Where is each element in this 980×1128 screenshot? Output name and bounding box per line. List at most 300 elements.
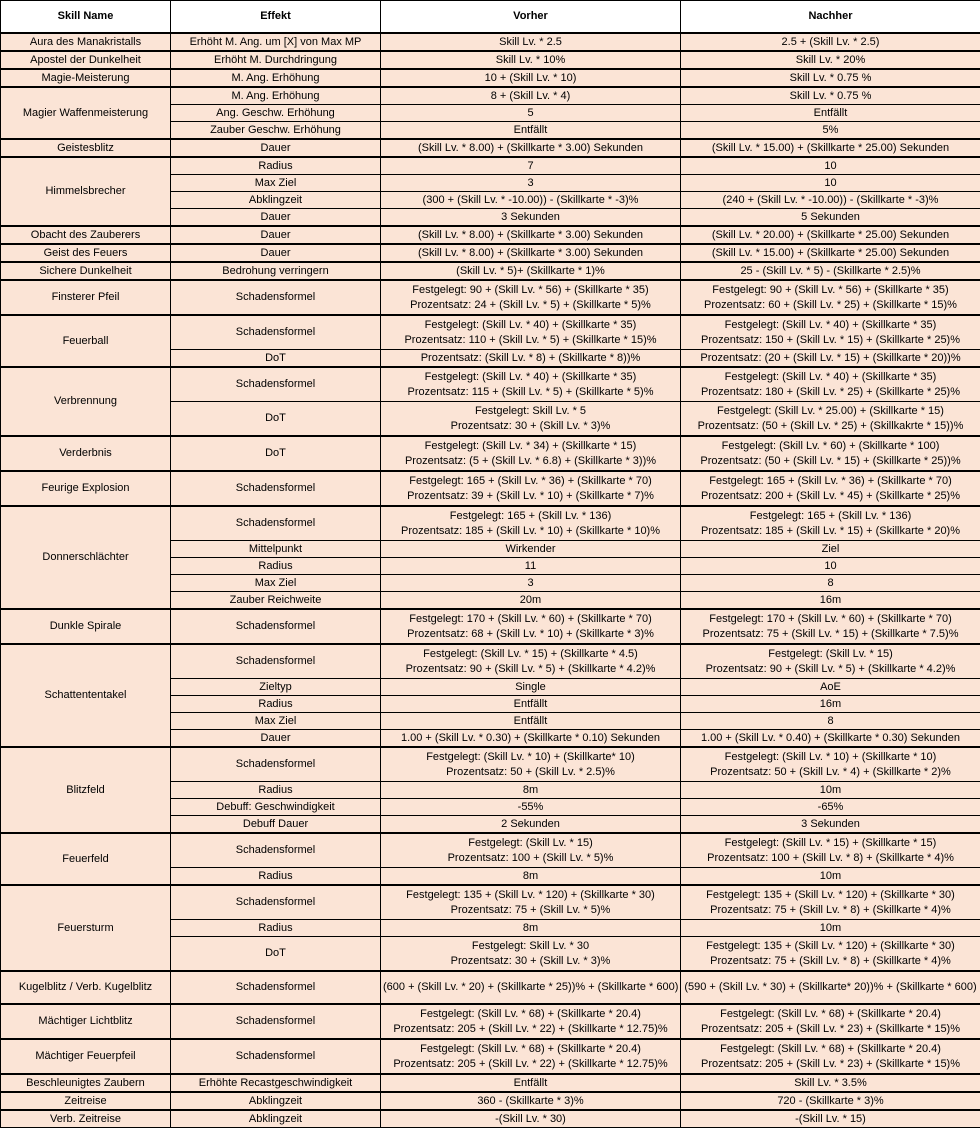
after-line: Festgelegt: (Skill Lv. * 40) + (Skillkarte * 35) — [683, 318, 978, 333]
after-line: Prozentsatz: 60 + (Skill Lv. * 25) + (Skillkarte * 15)% — [683, 298, 978, 313]
before-cell — [381, 799, 681, 816]
before-line: Prozentsatz: 115 + (Skill Lv. * 5) + (Skillkarte * 5)% — [383, 385, 678, 400]
skill-name-cell: Donnerschlächter — [1, 506, 171, 609]
after-cell — [681, 609, 980, 644]
before-cell — [381, 1004, 681, 1039]
before-cell — [381, 350, 681, 368]
table-row — [1, 1039, 980, 1074]
before-line: 360 - (Skillkarte * 3)% — [383, 1094, 678, 1109]
after-cell — [681, 69, 980, 87]
table-row — [1, 644, 980, 679]
after-cell — [681, 280, 980, 315]
after-line: 25 - (Skill Lv. * 5) - (Skillkarte * 2.5)% — [683, 264, 978, 279]
skill-name-cell: Kugelblitz / Verb. Kugelblitz — [1, 971, 171, 1004]
table-row — [1, 280, 980, 315]
skill-name-cell: Mächtiger Lichtblitz — [1, 1004, 171, 1039]
after-line: 16m — [683, 593, 978, 608]
after-cell — [681, 350, 980, 368]
before-line: 3 — [383, 176, 678, 191]
after-line: 10m — [683, 921, 978, 936]
effect-cell: Schadensformel — [171, 833, 381, 868]
effect-cell: Schadensformel — [171, 367, 381, 402]
after-line: 3 Sekunden — [683, 817, 978, 832]
table-row — [1, 157, 980, 175]
before-line: (Skill Lv. * 5)+ (Skillkarte * 1)% — [383, 264, 678, 279]
after-line: Prozentsatz: 185 + (Skill Lv. * 15) + (Skillkarte * 20)% — [683, 524, 978, 539]
after-cell — [681, 367, 980, 402]
before-cell — [381, 885, 681, 920]
before-line: Festgelegt: 165 + (Skill Lv. * 136) — [383, 509, 678, 524]
after-line: Festgelegt: 135 + (Skill Lv. * 120) + (Skillkarte * 30) — [683, 888, 978, 903]
effect-cell: Radius — [171, 558, 381, 575]
effect-cell: DoT — [171, 402, 381, 437]
before-cell — [381, 833, 681, 868]
before-cell — [381, 713, 681, 730]
before-line: Festgelegt: Skill Lv. * 30 — [383, 939, 678, 954]
before-cell — [381, 868, 681, 886]
skill-name-cell: Sichere Dunkelheit — [1, 262, 171, 280]
effect-cell: Schadensformel — [171, 747, 381, 782]
after-line: Festgelegt: (Skill Lv. * 15) — [683, 647, 978, 662]
before-cell — [381, 747, 681, 782]
before-cell — [381, 541, 681, 558]
before-line: Festgelegt: 90 + (Skill Lv. * 56) + (Skillkarte * 35) — [383, 283, 678, 298]
skill-name-cell: Magie-Meisterung — [1, 69, 171, 87]
effect-cell: Schadensformel — [171, 971, 381, 1004]
before-cell — [381, 33, 681, 51]
before-cell — [381, 226, 681, 244]
after-line: Entfällt — [683, 106, 978, 121]
header-row — [1, 1, 980, 34]
table-row — [1, 69, 980, 87]
before-line: Prozentsatz: 100 + (Skill Lv. * 5)% — [383, 851, 678, 866]
skill-name-cell: Verbrennung — [1, 367, 171, 436]
table-row — [1, 506, 980, 541]
before-line: Prozentsatz: 75 + (Skill Lv. * 5)% — [383, 903, 678, 918]
after-line: Prozentsatz: (20 + (Skill Lv. * 15) + (Skillkarte * 20))% — [683, 351, 978, 366]
after-cell — [681, 192, 980, 209]
after-line: Prozentsatz: 75 + (Skill Lv. * 8) + (Skillkarte * 4)% — [683, 954, 978, 969]
skill-name-cell: Feuerfeld — [1, 833, 171, 885]
before-line: (Skill Lv. * 8.00) + (Skillkarte * 3.00) Sekunden — [383, 141, 678, 156]
after-line: Festgelegt: (Skill Lv. * 68) + (Skillkarte * 20.4) — [683, 1007, 978, 1022]
after-line: -(Skill Lv. * 15) — [683, 1112, 978, 1127]
skill-name-cell: Blitzfeld — [1, 747, 171, 833]
skill-name-cell: Feurige Explosion — [1, 471, 171, 506]
table-row — [1, 1004, 980, 1039]
before-line: 11 — [383, 559, 678, 574]
table-row — [1, 1110, 980, 1128]
before-line: Skill Lv. * 10% — [383, 53, 678, 68]
after-line: 5 Sekunden — [683, 210, 978, 225]
before-cell — [381, 209, 681, 227]
effect-cell: Max Ziel — [171, 713, 381, 730]
after-line: 10 — [683, 159, 978, 174]
before-line: Festgelegt: 165 + (Skill Lv. * 36) + (Skillkarte * 70) — [383, 474, 678, 489]
before-line: 8m — [383, 869, 678, 884]
before-line: Festgelegt: 170 + (Skill Lv. * 60) + (Skillkarte * 70) — [383, 612, 678, 627]
before-cell — [381, 244, 681, 262]
table-row — [1, 244, 980, 262]
effect-cell: Ang. Geschw. Erhöhung — [171, 105, 381, 122]
before-cell — [381, 175, 681, 192]
after-cell — [681, 937, 980, 972]
before-line: Festgelegt: Skill Lv. * 5 — [383, 404, 678, 419]
after-cell — [681, 209, 980, 227]
before-cell — [381, 192, 681, 209]
after-cell — [681, 122, 980, 140]
table-row — [1, 262, 980, 280]
before-line: Prozentsatz: 50 + (Skill Lv. * 2.5)% — [383, 765, 678, 780]
before-line: (600 + (Skill Lv. * 20) + (Skillkarte * 25))% + (Skillkarte * 600) — [383, 980, 678, 995]
after-cell — [681, 506, 980, 541]
before-line: -55% — [383, 800, 678, 815]
effect-cell: Zieltyp — [171, 679, 381, 696]
before-cell — [381, 436, 681, 471]
before-cell — [381, 471, 681, 506]
table-row — [1, 471, 980, 506]
before-line: Prozentsatz: 39 + (Skill Lv. * 10) + (Skillkarte * 7)% — [383, 489, 678, 504]
before-line: Festgelegt: (Skill Lv. * 40) + (Skillkarte * 35) — [383, 318, 678, 333]
effect-cell: Abklingzeit — [171, 1092, 381, 1110]
effect-cell: Erhöhte Recastgeschwindigkeit — [171, 1074, 381, 1092]
effect-cell: Dauer — [171, 730, 381, 748]
after-line: Prozentsatz: 90 + (Skill Lv. * 5) + (Skillkarte * 4.2)% — [683, 662, 978, 677]
after-line: 1.00 + (Skill Lv. * 0.40) + (Skillkarte * 0.30) Sekunden — [683, 731, 978, 746]
effect-cell: Zauber Geschw. Erhöhung — [171, 122, 381, 140]
table-row — [1, 87, 980, 105]
after-line: 10 — [683, 176, 978, 191]
before-line: 8m — [383, 783, 678, 798]
before-cell — [381, 730, 681, 748]
after-cell — [681, 730, 980, 748]
skill-name-cell: Mächtiger Feuerpfeil — [1, 1039, 171, 1074]
before-line: -(Skill Lv. * 30) — [383, 1112, 678, 1127]
before-cell — [381, 920, 681, 937]
after-line: Festgelegt: 165 + (Skill Lv. * 36) + (Skillkarte * 70) — [683, 474, 978, 489]
after-line: Prozentsatz: 205 + (Skill Lv. * 23) + (Skillkarte * 15)% — [683, 1057, 978, 1072]
effect-cell: Schadensformel — [171, 471, 381, 506]
after-line: 2.5 + (Skill Lv. * 2.5) — [683, 35, 978, 50]
before-line: 10 + (Skill Lv. * 10) — [383, 71, 678, 86]
after-cell — [681, 575, 980, 592]
skill-name-cell: Finsterer Pfeil — [1, 280, 171, 315]
header-skill-name: Skill Name — [1, 1, 171, 34]
skill-name-cell: Zeitreise — [1, 1092, 171, 1110]
after-cell — [681, 436, 980, 471]
before-cell — [381, 1110, 681, 1128]
before-line: Festgelegt: (Skill Lv. * 10) + (Skillkarte* 10) — [383, 750, 678, 765]
before-cell — [381, 592, 681, 610]
skill-name-cell: Verb. Zeitreise — [1, 1110, 171, 1128]
before-cell — [381, 1092, 681, 1110]
table-row — [1, 33, 980, 51]
before-line: Prozentsatz: (5 + (Skill Lv. * 6.8) + (Skillkarte * 3))% — [383, 454, 678, 469]
after-cell — [681, 139, 980, 157]
after-cell — [681, 157, 980, 175]
before-cell — [381, 262, 681, 280]
after-cell — [681, 696, 980, 713]
before-line: Single — [383, 680, 678, 695]
after-cell — [681, 558, 980, 575]
table-row — [1, 1074, 980, 1092]
before-cell — [381, 575, 681, 592]
before-line: Festgelegt: (Skill Lv. * 40) + (Skillkarte * 35) — [383, 370, 678, 385]
after-cell — [681, 541, 980, 558]
before-line: 20m — [383, 593, 678, 608]
after-line: Prozentsatz: (50 + (Skill Lv. * 25) + (Skillkakrte * 15))% — [683, 419, 978, 434]
effect-cell: Schadensformel — [171, 315, 381, 350]
before-cell — [381, 782, 681, 799]
before-cell — [381, 51, 681, 69]
effect-cell: Radius — [171, 157, 381, 175]
before-line: Prozentsatz: 24 + (Skill Lv. * 5) + (Skillkarte * 5)% — [383, 298, 678, 313]
after-line: Prozentsatz: 50 + (Skill Lv. * 4) + (Skillkarte * 2)% — [683, 765, 978, 780]
before-cell — [381, 937, 681, 972]
after-line: AoE — [683, 680, 978, 695]
after-line: Festgelegt: 165 + (Skill Lv. * 136) — [683, 509, 978, 524]
header-before: Vorher — [381, 1, 681, 34]
before-line: Festgelegt: 135 + (Skill Lv. * 120) + (Skillkarte * 30) — [383, 888, 678, 903]
after-line: (240 + (Skill Lv. * -10.00)) - (Skillkarte * -3)% — [683, 193, 978, 208]
before-line: Entfällt — [383, 714, 678, 729]
after-cell — [681, 644, 980, 679]
table-row — [1, 315, 980, 350]
after-line: (Skill Lv. * 15.00) + (Skillkarte * 25.00) Sekunden — [683, 246, 978, 261]
before-line: Skill Lv. * 2.5 — [383, 35, 678, 50]
skill-name-cell: Geist des Feuers — [1, 244, 171, 262]
skill-name-cell: Verderbnis — [1, 436, 171, 471]
skill-name-cell: Schattententakel — [1, 644, 171, 747]
before-line: Festgelegt: (Skill Lv. * 68) + (Skillkarte * 20.4) — [383, 1042, 678, 1057]
after-line: (Skill Lv. * 15.00) + (Skillkarte * 25.00) Sekunden — [683, 141, 978, 156]
skill-name-cell: Geistesblitz — [1, 139, 171, 157]
effect-cell: DoT — [171, 436, 381, 471]
after-line: 10 — [683, 559, 978, 574]
before-cell — [381, 139, 681, 157]
before-line: Prozentsatz: 205 + (Skill Lv. * 22) + (Skillkarte * 12.75)% — [383, 1022, 678, 1037]
effect-cell: Dauer — [171, 139, 381, 157]
header-effect: Effekt — [171, 1, 381, 34]
before-line: Festgelegt: (Skill Lv. * 34) + (Skillkarte * 15) — [383, 439, 678, 454]
after-line: Prozentsatz: 100 + (Skill Lv. * 8) + (Skillkarte * 4)% — [683, 851, 978, 866]
after-line: Festgelegt: 170 + (Skill Lv. * 60) + (Skillkarte * 70) — [683, 612, 978, 627]
before-line: Prozentsatz: 90 + (Skill Lv. * 5) + (Skillkarte * 4.2)% — [383, 662, 678, 677]
effect-cell: Schadensformel — [171, 644, 381, 679]
before-line: Prozentsatz: 185 + (Skill Lv. * 10) + (Skillkarte * 10)% — [383, 524, 678, 539]
after-line: 10m — [683, 783, 978, 798]
table-body — [1, 33, 980, 1128]
after-line: Skill Lv. * 0.75 % — [683, 71, 978, 86]
before-cell — [381, 367, 681, 402]
effect-cell: Abklingzeit — [171, 192, 381, 209]
after-cell — [681, 33, 980, 51]
after-cell — [681, 747, 980, 782]
skill-name-cell: Himmelsbrecher — [1, 157, 171, 226]
after-cell — [681, 87, 980, 105]
table-row — [1, 747, 980, 782]
effect-cell: M. Ang. Erhöhung — [171, 69, 381, 87]
after-line: Festgelegt: (Skill Lv. * 15) + (Skillkarte * 15) — [683, 836, 978, 851]
before-cell — [381, 644, 681, 679]
before-line: Prozentsatz: 68 + (Skill Lv. * 10) + (Skillkarte * 3)% — [383, 627, 678, 642]
after-line: 720 - (Skillkarte * 3)% — [683, 1094, 978, 1109]
effect-cell: Radius — [171, 868, 381, 886]
after-cell — [681, 1039, 980, 1074]
before-cell — [381, 696, 681, 713]
after-cell — [681, 315, 980, 350]
after-line: 16m — [683, 697, 978, 712]
before-cell — [381, 1039, 681, 1074]
before-cell — [381, 816, 681, 834]
before-line: 2 Sekunden — [383, 817, 678, 832]
after-line: Prozentsatz: 75 + (Skill Lv. * 15) + (Skillkarte * 7.5)% — [683, 627, 978, 642]
after-cell — [681, 1092, 980, 1110]
before-cell — [381, 609, 681, 644]
before-line: Entfällt — [383, 1076, 678, 1091]
effect-cell: DoT — [171, 350, 381, 368]
effect-cell: Radius — [171, 782, 381, 799]
effect-cell: Schadensformel — [171, 885, 381, 920]
table-row — [1, 226, 980, 244]
after-line: 8 — [683, 714, 978, 729]
effect-cell: Debuff Dauer — [171, 816, 381, 834]
after-line: Festgelegt: (Skill Lv. * 60) + (Skillkarte * 100) — [683, 439, 978, 454]
before-cell — [381, 506, 681, 541]
skill-name-cell: Beschleunigtes Zaubern — [1, 1074, 171, 1092]
before-cell — [381, 280, 681, 315]
before-line: (Skill Lv. * 8.00) + (Skillkarte * 3.00) Sekunden — [383, 246, 678, 261]
before-cell — [381, 157, 681, 175]
before-line: Wirkender — [383, 542, 678, 557]
before-line: 1.00 + (Skill Lv. * 0.30) + (Skillkarte * 0.10) Sekunden — [383, 731, 678, 746]
effect-cell: M. Ang. Erhöhung — [171, 87, 381, 105]
after-cell — [681, 226, 980, 244]
after-line: Festgelegt: (Skill Lv. * 10) + (Skillkarte * 10) — [683, 750, 978, 765]
after-line: Prozentsatz: 75 + (Skill Lv. * 8) + (Skillkarte * 4)% — [683, 903, 978, 918]
effect-cell: Schadensformel — [171, 1004, 381, 1039]
table-row — [1, 436, 980, 471]
effect-cell: Dauer — [171, 209, 381, 227]
after-line: Prozentsatz: 200 + (Skill Lv. * 45) + (Skillkarte * 25)% — [683, 489, 978, 504]
before-line: Prozentsatz: 30 + (Skill Lv. * 3)% — [383, 419, 678, 434]
before-line: 7 — [383, 159, 678, 174]
after-line: Festgelegt: (Skill Lv. * 68) + (Skillkarte * 20.4) — [683, 1042, 978, 1057]
skill-name-cell: Obacht des Zauberers — [1, 226, 171, 244]
after-line: Skill Lv. * 3.5% — [683, 1076, 978, 1091]
effect-cell: Schadensformel — [171, 280, 381, 315]
before-cell — [381, 69, 681, 87]
before-line: Festgelegt: (Skill Lv. * 15) + (Skillkarte * 4.5) — [383, 647, 678, 662]
before-line: Prozentsatz: 30 + (Skill Lv. * 3)% — [383, 954, 678, 969]
before-line: (300 + (Skill Lv. * -10.00)) - (Skillkarte * -3)% — [383, 193, 678, 208]
before-line: Entfällt — [383, 697, 678, 712]
table-row — [1, 885, 980, 920]
before-line: (Skill Lv. * 8.00) + (Skillkarte * 3.00) Sekunden — [383, 228, 678, 243]
table-row — [1, 51, 980, 69]
effect-cell: Dauer — [171, 226, 381, 244]
after-cell — [681, 471, 980, 506]
table-row — [1, 1092, 980, 1110]
skill-name-cell: Apostel der Dunkelheit — [1, 51, 171, 69]
effect-cell: Radius — [171, 920, 381, 937]
before-line: 8 + (Skill Lv. * 4) — [383, 89, 678, 104]
after-line: Prozentsatz: 205 + (Skill Lv. * 23) + (Skillkarte * 15)% — [683, 1022, 978, 1037]
after-cell — [681, 679, 980, 696]
effect-cell: Dauer — [171, 244, 381, 262]
before-line: 3 Sekunden — [383, 210, 678, 225]
after-line: 5% — [683, 123, 978, 138]
after-cell — [681, 799, 980, 816]
header-after: Nachher — [681, 1, 980, 34]
effect-cell: Debuff: Geschwindigkeit — [171, 799, 381, 816]
after-line: Ziel — [683, 542, 978, 557]
before-cell — [381, 971, 681, 1004]
before-line: Prozentsatz: 205 + (Skill Lv. * 22) + (Skillkarte * 12.75)% — [383, 1057, 678, 1072]
effect-cell: Mittelpunkt — [171, 541, 381, 558]
effect-cell: Abklingzeit — [171, 1110, 381, 1128]
effect-cell: Bedrohung verringern — [171, 262, 381, 280]
after-line: Festgelegt: (Skill Lv. * 25.00) + (Skillkarte * 15) — [683, 404, 978, 419]
before-cell — [381, 315, 681, 350]
after-cell — [681, 1074, 980, 1092]
after-cell — [681, 971, 980, 1004]
after-line: -65% — [683, 800, 978, 815]
effect-cell: Schadensformel — [171, 506, 381, 541]
skill-name-cell: Aura des Manakristalls — [1, 33, 171, 51]
effect-cell: DoT — [171, 937, 381, 972]
before-cell — [381, 105, 681, 122]
after-cell — [681, 885, 980, 920]
after-line: Skill Lv. * 20% — [683, 53, 978, 68]
skill-name-cell: Feuersturm — [1, 885, 171, 971]
after-line: Prozentsatz: 180 + (Skill Lv. * 25) + (Skillkarte * 25)% — [683, 385, 978, 400]
after-line: Festgelegt: (Skill Lv. * 40) + (Skillkarte * 35) — [683, 370, 978, 385]
before-cell — [381, 558, 681, 575]
before-line: Festgelegt: (Skill Lv. * 15) — [383, 836, 678, 851]
after-line: Festgelegt: 135 + (Skill Lv. * 120) + (Skillkarte * 30) — [683, 939, 978, 954]
before-cell — [381, 679, 681, 696]
before-line: 8m — [383, 921, 678, 936]
after-line: (Skill Lv. * 20.00) + (Skillkarte * 25.00) Sekunden — [683, 228, 978, 243]
after-cell — [681, 105, 980, 122]
after-cell — [681, 402, 980, 437]
after-line: 10m — [683, 869, 978, 884]
after-cell — [681, 51, 980, 69]
before-line: 3 — [383, 576, 678, 591]
before-cell — [381, 122, 681, 140]
after-cell — [681, 244, 980, 262]
effect-cell: Erhöht M. Durchdringung — [171, 51, 381, 69]
after-line: 8 — [683, 576, 978, 591]
table-row — [1, 971, 980, 1004]
before-line: Festgelegt: (Skill Lv. * 68) + (Skillkarte * 20.4) — [383, 1007, 678, 1022]
before-cell — [381, 1074, 681, 1092]
after-line: Prozentsatz: (50 + (Skill Lv. * 15) + (Skillkarte * 25))% — [683, 454, 978, 469]
before-cell — [381, 402, 681, 437]
before-cell — [381, 87, 681, 105]
before-line: Prozentsatz: (Skill Lv. * 8) + (Skillkarte * 8))% — [383, 351, 678, 366]
after-cell — [681, 713, 980, 730]
before-line: Entfällt — [383, 123, 678, 138]
after-line: (590 + (Skill Lv. * 30) + (Skillkarte* 20))% + (Skillkarte * 600) — [683, 980, 978, 995]
effect-cell: Erhöht M. Ang. um [X] von Max MP — [171, 33, 381, 51]
table-row — [1, 609, 980, 644]
after-cell — [681, 920, 980, 937]
after-cell — [681, 868, 980, 886]
after-cell — [681, 1004, 980, 1039]
table-row — [1, 139, 980, 157]
